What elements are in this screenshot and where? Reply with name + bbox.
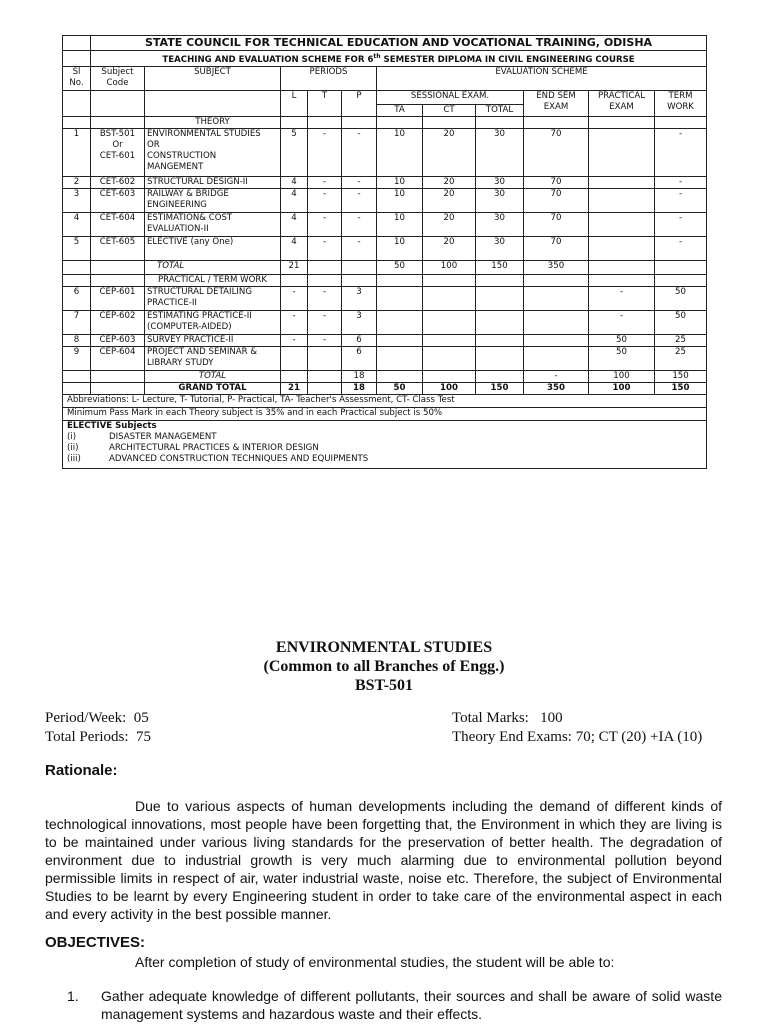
theory-row — [63, 212, 707, 236]
cell-l: - — [281, 286, 308, 310]
cell-prac — [589, 176, 655, 188]
cell-term: 25 — [655, 346, 707, 370]
cell-end: 70 — [524, 128, 589, 176]
sl-no: 8 — [63, 334, 91, 346]
sl-no: 5 — [63, 236, 91, 260]
practical-row — [63, 346, 707, 370]
cell-term: - — [655, 188, 707, 212]
cell-t: - — [308, 310, 342, 334]
cell-t — [308, 346, 342, 370]
cell-t: - — [308, 188, 342, 212]
subject-name: PROJECT AND SEMINAR & LIBRARY STUDY — [145, 346, 281, 370]
cell-prac — [589, 128, 655, 176]
cell-l: 4 — [281, 236, 308, 260]
sl-no: 7 — [63, 310, 91, 334]
subject-code-header: Subject Code — [91, 66, 145, 90]
cell-ct: 20 — [423, 212, 476, 236]
cell-total: 30 — [476, 236, 524, 260]
course-meta-left — [45, 709, 151, 747]
course-subtitle: (Common to all Branches of Engg.) — [263, 658, 505, 675]
subject-name: SURVEY PRACTICE-II — [145, 334, 281, 346]
subject-name: STRUCTURAL DETAILING PRACTICE-II — [145, 286, 281, 310]
cell-prac: 50 — [589, 346, 655, 370]
practical-exam-header: PRACTICAL EXAM — [589, 90, 655, 116]
practical-total-term: 150 — [655, 370, 707, 382]
min-pass-note: Minimum Pass Mark in each Theory subject is 35% and in each Practical subject is 50% — [63, 407, 707, 420]
practical-section-label: PRACTICAL / TERM WORK — [145, 274, 281, 286]
total-header: TOTAL — [476, 104, 524, 116]
cell-term: 50 — [655, 286, 707, 310]
cell-t: - — [308, 286, 342, 310]
cell-end: 70 — [524, 236, 589, 260]
subject-name: ELECTIVE (any One) — [145, 236, 281, 260]
cell-ta: 10 — [377, 236, 423, 260]
elective-item — [67, 454, 704, 465]
theory-row — [63, 128, 707, 176]
theory-total-label: TOTAL — [145, 260, 281, 274]
cell-ct — [423, 346, 476, 370]
sl-no-header: Sl No. — [63, 66, 91, 90]
subject-header: SUBJECT — [145, 66, 281, 90]
theory-row — [63, 176, 707, 188]
theory-total-end: 350 — [524, 260, 589, 274]
scheme-subtitle: TEACHING AND EVALUATION SCHEME FOR 6th SEMESTER DIPLOMA IN CIVIL ENGINEERING COURSE — [91, 51, 707, 67]
cell-end: 70 — [524, 212, 589, 236]
elective-heading: ELECTIVE Subjects — [67, 420, 157, 431]
cell-total — [476, 334, 524, 346]
subject-code: CET-603 — [91, 188, 145, 212]
objectives-list — [45, 987, 722, 1023]
theory-total-l: 21 — [281, 260, 308, 274]
cell-term: 25 — [655, 334, 707, 346]
periods-header: PERIODS — [281, 66, 377, 90]
cell-l: - — [281, 334, 308, 346]
grand-total-prac: 100 — [589, 382, 655, 394]
elective-number: (ii) — [67, 442, 79, 453]
grand-total-end: 350 — [524, 382, 589, 394]
rationale-paragraph: Due to various aspects of human developments including the demand of different kinds of technological innovations, most people have been forgetting that, the Environment in which they are living is to be maintained under various living standards for the preservation of better health. The degradation of environment due to industrial growth is very much alarming due to environmental pollution beyond permissible limits in respect of air, water industrial waste, noise etc. Therefore, the subject of Environmental Studies to be learnt by every Engineering student in order to take care of the environmental aspect in each and every activity in the best possible manner. — [45, 798, 722, 922]
cell-p: 6 — [342, 346, 377, 370]
elective-name: ADVANCED CONSTRUCTION TECHNIQUES AND EQUIPMENTS — [109, 453, 369, 464]
subject-name: ENVIRONMENTAL STUDIES OR CONSTRUCTION MANGEMENT — [145, 128, 281, 176]
course-code: BST-501 — [354, 677, 414, 694]
sl-no: 9 — [63, 346, 91, 370]
course-meta-right — [452, 709, 702, 747]
cell-term: - — [655, 236, 707, 260]
elective-name: DISASTER MANAGEMENT — [109, 431, 217, 442]
cell-total: 30 — [476, 188, 524, 212]
t-header: T — [308, 90, 342, 116]
subject-code: BST-501 Or CET-601 — [91, 128, 145, 176]
sl-no: 4 — [63, 212, 91, 236]
cell-term: - — [655, 176, 707, 188]
total-periods: Total Periods: 75 — [45, 729, 152, 745]
cell-total — [476, 286, 524, 310]
subject-code: CEP-603 — [91, 334, 145, 346]
cell-end — [524, 310, 589, 334]
cell-ta: 10 — [377, 212, 423, 236]
cell-prac — [589, 236, 655, 260]
cell-p: 3 — [342, 286, 377, 310]
cell-p: - — [342, 236, 377, 260]
theory-total-total: 150 — [476, 260, 524, 274]
subject-code: CET-605 — [91, 236, 145, 260]
cell-total: 30 — [476, 176, 524, 188]
cell-p: 6 — [342, 334, 377, 346]
grand-total-l: 21 — [281, 382, 308, 394]
cell-l: - — [281, 310, 308, 334]
course-title: ENVIRONMENTAL STUDIES — [275, 639, 493, 656]
subject-name: RAILWAY & BRIDGE ENGINEERING — [145, 188, 281, 212]
grand-total-total: 150 — [476, 382, 524, 394]
cell-p: 3 — [342, 310, 377, 334]
subject-code: CEP-601 — [91, 286, 145, 310]
practical-row — [63, 286, 707, 310]
cell-term: - — [655, 128, 707, 176]
cell-end — [524, 286, 589, 310]
practical-total-label: TOTAL — [145, 370, 281, 382]
elective-name: ARCHITECTURAL PRACTICES & INTERIOR DESIGN — [109, 442, 319, 453]
cell-l: 4 — [281, 176, 308, 188]
term-work-header: TERM WORK — [655, 90, 707, 116]
theory-total-ta: 50 — [377, 260, 423, 274]
practical-total-prac: 100 — [589, 370, 655, 382]
cell-total — [476, 346, 524, 370]
cell-p: - — [342, 212, 377, 236]
elective-number: (iii) — [67, 453, 81, 464]
cell-l: 4 — [281, 212, 308, 236]
end-sem-exam-header: END SEM EXAM — [524, 90, 589, 116]
grand-total-p: 18 — [342, 382, 377, 394]
subject-code: CET-604 — [91, 212, 145, 236]
sl-no: 3 — [63, 188, 91, 212]
theory-row — [63, 188, 707, 212]
cell-end: 70 — [524, 176, 589, 188]
cell-prac: - — [589, 310, 655, 334]
practical-total-end: - — [524, 370, 589, 382]
cell-p: - — [342, 128, 377, 176]
subject-name: ESTIMATING PRACTICE-II (COMPUTER-AIDED) — [145, 310, 281, 334]
ta-header: TA — [377, 104, 423, 116]
cell-ta — [377, 346, 423, 370]
cell-t: - — [308, 176, 342, 188]
elective-item — [67, 432, 704, 443]
cell-ct: 20 — [423, 176, 476, 188]
cell-t: - — [308, 236, 342, 260]
theory-end-exams: Theory End Exams: 70; CT (20) +IA (10) — [452, 729, 703, 745]
cell-ct — [423, 310, 476, 334]
subject-code: CEP-602 — [91, 310, 145, 334]
cell-ct: 20 — [423, 128, 476, 176]
grand-total-ta: 50 — [377, 382, 423, 394]
period-week: Period/Week: 05 — [45, 710, 149, 726]
cell-ta — [377, 286, 423, 310]
cell-ct — [423, 334, 476, 346]
course-title-block — [0, 638, 768, 695]
grand-total-term: 150 — [655, 382, 707, 394]
evaluation-scheme-header: EVALUATION SCHEME — [377, 66, 707, 90]
theory-row — [63, 236, 707, 260]
cell-l: 4 — [281, 188, 308, 212]
cell-l — [281, 346, 308, 370]
l-header: L — [281, 90, 308, 116]
cell-ct — [423, 286, 476, 310]
elective-number: (i) — [67, 431, 77, 442]
cell-term: - — [655, 212, 707, 236]
subject-code: CET-602 — [91, 176, 145, 188]
theory-section-label: THEORY — [145, 116, 281, 128]
cell-t: - — [308, 334, 342, 346]
cell-prac — [589, 188, 655, 212]
cell-end — [524, 334, 589, 346]
cell-p: - — [342, 176, 377, 188]
practical-total-p: 18 — [342, 370, 377, 382]
cell-ta — [377, 310, 423, 334]
sessional-exam-header: SESSIONAL EXAM. — [377, 90, 524, 104]
p-header: P — [342, 90, 377, 116]
practical-row — [63, 310, 707, 334]
abbreviations-note: Abbreviations: L- Lecture, T- Tutorial, P- Practical, TA- Teacher's Assessment, CT- Class Test — [63, 394, 707, 407]
cell-l: 5 — [281, 128, 308, 176]
subject-name: ESTIMATION& COST EVALUATION-II — [145, 212, 281, 236]
total-marks: Total Marks: 100 — [452, 710, 563, 726]
cell-total — [476, 310, 524, 334]
sl-no: 2 — [63, 176, 91, 188]
cell-p: - — [342, 188, 377, 212]
rationale-heading: Rationale: — [45, 762, 118, 779]
grand-total-label: GRAND TOTAL — [145, 382, 281, 394]
cell-ta: 10 — [377, 128, 423, 176]
council-title: STATE COUNCIL FOR TECHNICAL EDUCATION AND VOCATIONAL TRAINING, ODISHA — [91, 36, 707, 51]
elective-item — [67, 443, 704, 454]
theory-total-ct: 100 — [423, 260, 476, 274]
elective-subjects — [63, 420, 707, 468]
cell-prac: 50 — [589, 334, 655, 346]
elective-list — [67, 432, 704, 465]
cell-t: - — [308, 212, 342, 236]
grand-total-ct: 100 — [423, 382, 476, 394]
subject-name: STRUCTURAL DESIGN-II — [145, 176, 281, 188]
cell-total: 30 — [476, 128, 524, 176]
cell-term: 50 — [655, 310, 707, 334]
cell-prac — [589, 212, 655, 236]
objectives-intro: After completion of study of environmental studies, the student will be able to: — [135, 954, 615, 970]
cell-ta — [377, 334, 423, 346]
practical-row — [63, 334, 707, 346]
objectives-heading: OBJECTIVES: — [45, 934, 146, 951]
cell-ta: 10 — [377, 188, 423, 212]
cell-ta: 10 — [377, 176, 423, 188]
cell-end — [524, 346, 589, 370]
ct-header: CT — [423, 104, 476, 116]
cell-ct: 20 — [423, 188, 476, 212]
cell-prac: - — [589, 286, 655, 310]
sl-no: 1 — [63, 128, 91, 176]
teaching-evaluation-scheme-table — [62, 35, 707, 469]
objective-text: Gather adequate knowledge of different pollutants, their sources and shall be aware of solid waste management systems and hazardous waste and their effects. — [101, 988, 722, 1022]
cell-ct: 20 — [423, 236, 476, 260]
subject-code: CEP-604 — [91, 346, 145, 370]
objective-number: 1. — [67, 988, 79, 1004]
cell-total: 30 — [476, 212, 524, 236]
cell-end: 70 — [524, 188, 589, 212]
objective-item — [45, 987, 722, 1023]
sl-no: 6 — [63, 286, 91, 310]
cell-t: - — [308, 128, 342, 176]
